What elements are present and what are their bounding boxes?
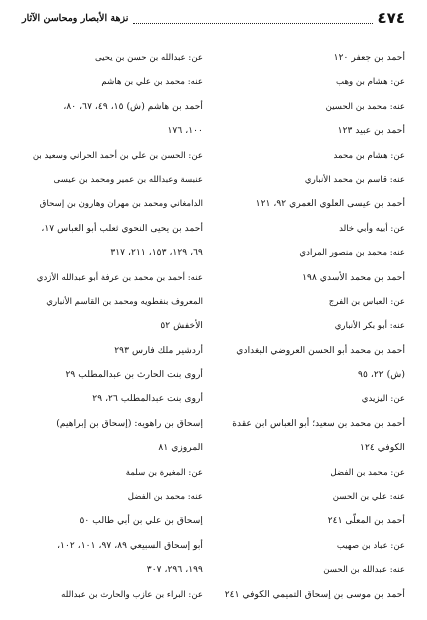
page-header <box>22 8 405 28</box>
index-entry-line: أحمد بن جعفر ١٢٠ <box>333 52 405 63</box>
index-subentry-line: عن: عبدالله بن حسن بن يحيى <box>95 53 203 63</box>
index-subentry-line: عن: الحسن بن علي بن أحمد الحراني وسعيد بن <box>32 150 203 161</box>
index-entry-line: أحمد بن محمد الأسدي ١٩٨ <box>302 271 405 283</box>
index-subentry-line: الدامغاني ومحمد بن مهران وهارون بن إسحاق <box>39 199 203 210</box>
index-entry-line: أروى بنت عبدالمطلب ٢٦، ٢٩ <box>92 393 203 405</box>
index-subentry-line: عنه: محمد بن منصور المرادي <box>299 248 405 259</box>
index-entry-line: (ش) ٢٢، ٩٥ <box>358 369 405 381</box>
index-entry-line: ٦٩، ١٢٩، ١٥٣، ٢١١، ٣١٧ <box>110 247 203 259</box>
index-column-left <box>22 46 203 607</box>
index-subentry-line: عنه: أحمد بن محمد بن عرفة أبو عبدالله الأزدي <box>36 272 203 283</box>
index-entry-line: إسحاق بن راهويه: (إسحاق بن إبراهيم) <box>56 417 203 429</box>
index-entry-line: الكوفي ١٢٤ <box>360 442 405 454</box>
index-entry-line: أحمد بن عبيد ١٢٣ <box>337 125 405 137</box>
index-subentry-line: عنه: محمد بن الحسين <box>325 101 405 112</box>
index-subentry-line: عن: هشام بن وهب <box>336 77 405 88</box>
index-subentry-line: عن: العباس بن الفرج <box>328 296 405 307</box>
index-subentry-line: عنه: محمد بن علي بن هاشم <box>101 77 203 88</box>
index-entry-line: ١٠٠، ١٧٦ <box>167 125 203 137</box>
index-subentry-line: المعروف بنفطويه ومحمد بن القاسم الأنباري <box>46 296 203 307</box>
index-subentry-line: عن: هشام بن محمد <box>333 150 405 161</box>
index-entry-line: أحمد بن محمد أبو الحسن العروضي البغدادي <box>236 344 405 356</box>
index-entry-line: أحمد بن المعلّى ٢٤١ <box>327 515 405 527</box>
index-column-right <box>209 46 405 607</box>
index-entry-line: أبو إسحاق السبيعي ٨٩، ٩٧، ١٠١، ١٠٢، <box>57 539 203 551</box>
index-entry-line: أحمد بن عيسى العلوي العمري ٩٢، ١٢١ <box>255 198 405 210</box>
index-subentry-line: عنبسة وعبدالله بن عمير ومحمد بن عيسى <box>53 174 203 185</box>
index-entry-line: أحمد بن محمد بن سعيد؛ أبو العباس ابن عقدة <box>232 417 405 429</box>
index-entry-line: أحمد بن هاشم (ش) ١٥، ٤٩، ٦٧، ٨٠، <box>63 100 203 112</box>
index-subentry-line: عن: البراء بن عازب والحارث بن عبدالله <box>61 589 203 600</box>
index-entry-line: الأخفش ٥٢ <box>160 320 203 332</box>
index-subentry-line: عن: عباد بن صهيب <box>336 540 405 551</box>
header-leader-dots <box>133 13 372 24</box>
index-entry-line: أحمد بن موسى بن إسحاق التميمي الكوفي ٢٤١ <box>224 588 405 600</box>
index-entry-line: أروى بنت الحارث بن عبدالمطلب ٢٩ <box>65 369 203 381</box>
index-entry-line: المروزي ٨١ <box>158 442 203 454</box>
index-subentry-line: عنه: أبو بكر الأنباري <box>334 321 405 332</box>
index-subentry-line: عنه: علي بن الحسن <box>332 492 405 503</box>
index-entry-line: أحمد بن يحيى النحوي ثعلب أبو العباس ١٧، <box>41 222 203 234</box>
index-entry-line: ١٩٩، ٢٩٦، ٣٠٧ <box>146 564 203 576</box>
index-subentry-line: عنه: قاسم بن محمد الأنباري <box>304 174 405 185</box>
index-subentry-line: عنه: عبدالله بن الحسن <box>323 565 405 576</box>
index-entry-line: إسحاق بن علي بن أبي طالب ٥٠ <box>79 515 203 527</box>
index-subentry-line: عن: اليزيدي <box>361 394 405 405</box>
index-subentry-line: عن: محمد بن الفضل <box>330 467 405 478</box>
index-subentry-line: عنه: محمد بن الفضل <box>127 492 203 503</box>
index-subentry-line: عن: أبيه وأبي خالد <box>339 223 405 234</box>
page-number: ٤٧٤ <box>377 9 405 27</box>
index-subentry-line: عن: المغيرة بن سلمة <box>125 467 203 478</box>
running-title: نزهة الأبصار ومحاسن الآثار <box>22 12 129 24</box>
index-entry-line: أردشير ملك فارس ٢٩٣ <box>114 344 203 356</box>
